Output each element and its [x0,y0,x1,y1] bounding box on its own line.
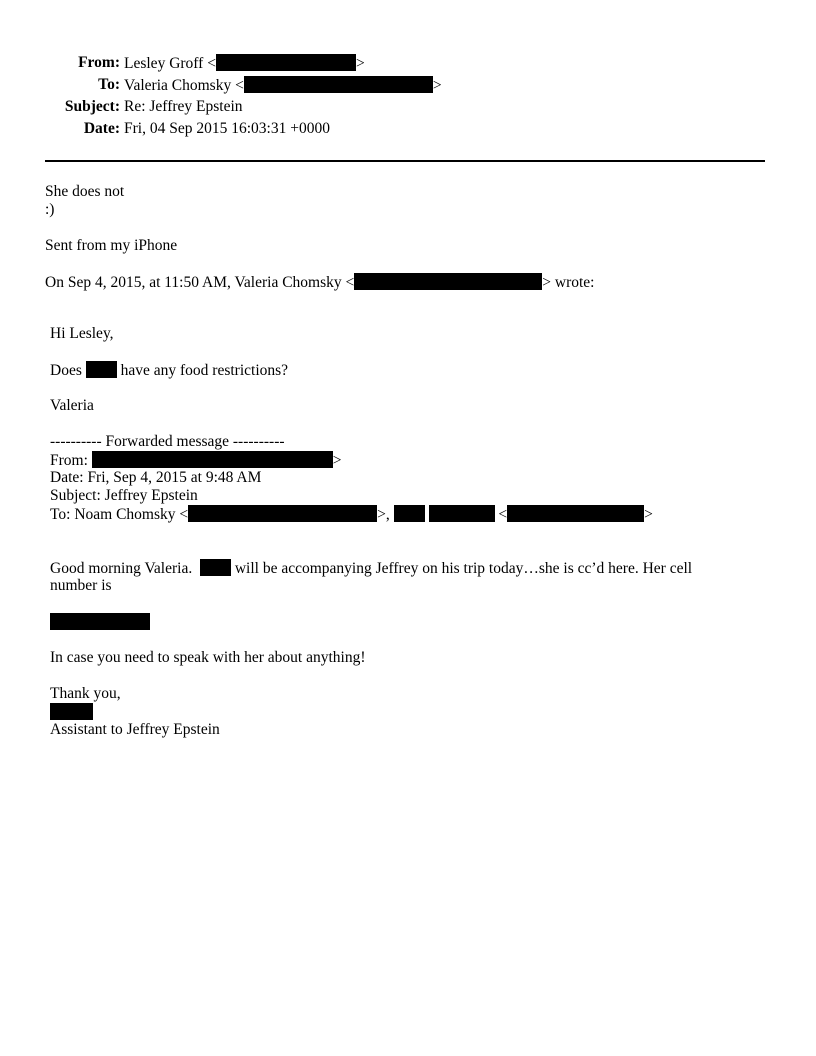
quoted-question-start: Does [50,362,82,379]
redaction-bar [354,273,542,290]
header-divider [45,160,765,162]
forwarded-to-start: To: Noam Chomsky < [50,506,189,523]
forwarded-body-line-2: number is [50,577,112,594]
forwarded-to-lt: < [498,506,508,523]
reply-line-2: :) [45,201,55,218]
reply-line-1: She does not [45,183,125,200]
forwarded-body-start: Good morning Valeria. [50,560,193,577]
to-label: To: [98,76,120,93]
quote-intro [45,273,594,292]
quote-intro-text: On Sep 4, 2015, at 11:50 AM, Valeria Chomsky < [45,274,355,291]
from-close: > [355,55,365,72]
forwarded-from-label: From: [50,452,88,469]
redaction-bar [92,451,333,468]
redaction-bar [244,76,433,93]
forwarded-body-end: will be accompanying Jeffrey on his trip today…she is cc’d here. Her cell [234,560,693,577]
forwarded-from-close: > [332,452,342,469]
quoted-greeting: Hi Lesley, [50,325,114,342]
reply-signature: Sent from my iPhone [45,237,178,254]
redaction-bar [86,361,117,378]
forwarded-to-mid: >, [377,506,390,523]
redaction-bar [507,505,644,522]
forwarded-to [50,505,653,524]
redaction-bar [216,54,356,71]
redaction-bar [200,559,231,576]
forwarded-date: Date: Fri, Sep 4, 2015 at 9:48 AM [50,469,262,486]
subject-label: Subject: [64,98,120,115]
subject-value: Re: Jeffrey Epstein [124,98,243,115]
redaction-bar [429,505,495,522]
forwarded-subject: Subject: Jeffrey Epstein [50,487,198,504]
to-close: > [432,77,442,94]
forwarded-from [50,451,342,470]
redaction-bar [188,505,377,522]
redaction-bar [394,505,425,522]
from-name: Lesley Groff < [124,55,216,72]
redaction-bar [50,703,93,720]
to-value [124,76,442,95]
quoted-signoff: Valeria [50,397,94,414]
forwarded-thanks: Thank you, [50,685,121,702]
forwarded-divider: ---------- Forwarded message ---------- [50,433,285,450]
redaction-bar [50,613,150,630]
forwarded-role: Assistant to Jeffrey Epstein [50,721,220,738]
forwarded-body-line-1 [50,559,692,578]
quote-intro-wrote: > wrote: [542,274,595,291]
quoted-question [50,361,288,380]
forwarded-to-close: > [644,506,653,523]
forwarded-closing-line: In case you need to speak with her about anything! [50,649,366,666]
to-name: Valeria Chomsky < [124,77,244,94]
from-value [124,54,365,73]
date-value: Fri, 04 Sep 2015 16:03:31 +0000 [124,120,330,137]
from-label: From: [78,54,120,71]
date-label: Date: [83,120,120,137]
quoted-question-end: have any food restrictions? [120,362,289,379]
